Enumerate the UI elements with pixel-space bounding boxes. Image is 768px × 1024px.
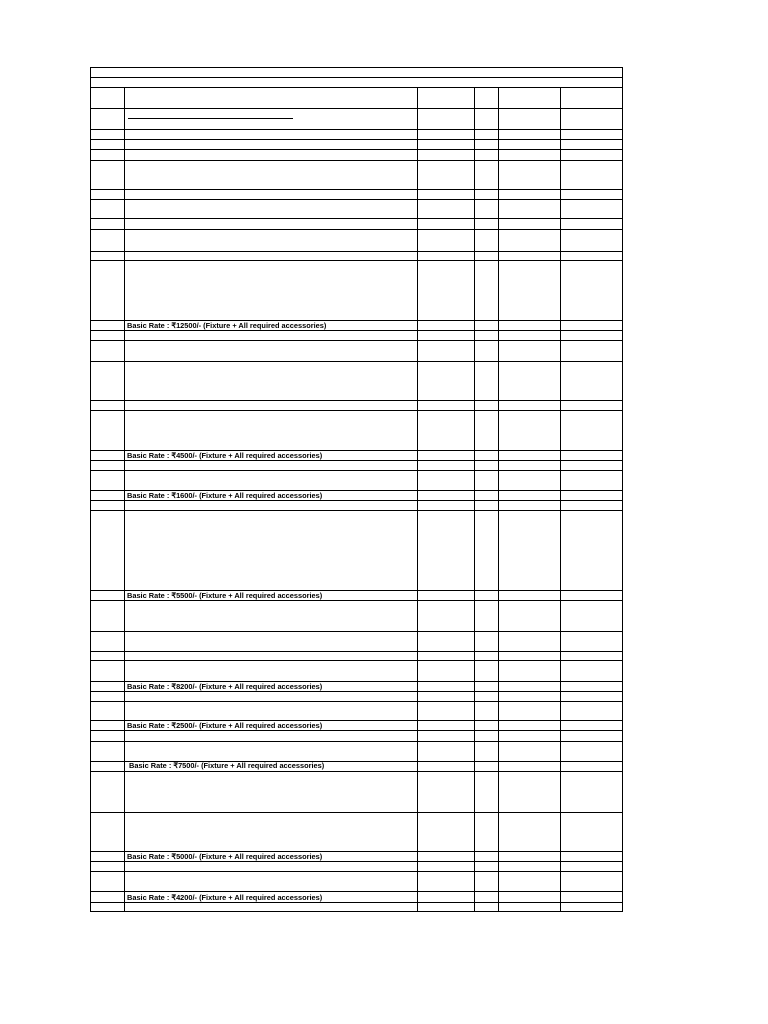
table-row [91,891,622,892]
table-row [91,251,622,252]
table-row [91,330,622,331]
table-row [91,400,622,401]
table-row [91,199,622,200]
column-divider [474,87,475,912]
table-row [91,77,622,78]
column-divider [498,87,499,912]
basic-rate-label: Basic Rate : ₹5000/- (Fixture + All required accessories) [127,852,323,861]
table-row [91,861,622,862]
table-row [91,160,622,161]
spreadsheet-table [90,67,623,912]
table-row [91,361,622,362]
table-row [91,510,622,511]
table-row [91,871,622,872]
underline-mark [127,149,146,150]
basic-rate-label: Basic Rate : ₹2500/- (Fixture + All required accessories) [127,721,323,730]
basic-rate-label: Basic Rate : ₹8200/- (Fixture + All required accessories) [127,682,323,691]
table-row [91,260,622,261]
table-row [91,500,622,501]
table-row [91,149,622,150]
table-row [91,691,622,692]
basic-rate-label: Basic Rate : ₹12500/- (Fixture + All required accessories) [127,321,327,330]
table-row [91,87,622,88]
underline-mark [128,118,293,119]
column-divider [124,87,125,912]
table-row [91,340,622,341]
basic-rate-label: Basic Rate : ₹1600/- (Fixture + All required accessories) [127,491,323,500]
table-row [91,139,622,140]
basic-rate-label: Basic Rate : ₹5500/- (Fixture + All required accessories) [127,591,323,600]
table-row [91,651,622,652]
table-row [91,631,622,632]
basic-rate-label: Basic Rate : ₹4200/- (Fixture + All required accessories) [127,893,323,902]
table-row [91,771,622,772]
table-row [91,218,622,219]
table-row [91,470,622,471]
table-row [91,460,622,461]
column-divider [417,87,418,912]
table-row [91,189,622,190]
table-row [91,701,622,702]
table-row [91,660,622,661]
table-row [91,812,622,813]
table-row [91,730,622,731]
basic-rate-label: Basic Rate : ₹7500/- (Fixture + All required accessories) [129,761,325,770]
column-divider [560,87,561,912]
table-row [91,600,622,601]
table-row [91,229,622,230]
table-row [91,741,622,742]
table-row [91,410,622,411]
table-row [91,129,622,130]
basic-rate-label: Basic Rate : ₹4500/- (Fixture + All required accessories) [127,451,323,460]
table-row [91,108,622,109]
table-row [91,902,622,903]
